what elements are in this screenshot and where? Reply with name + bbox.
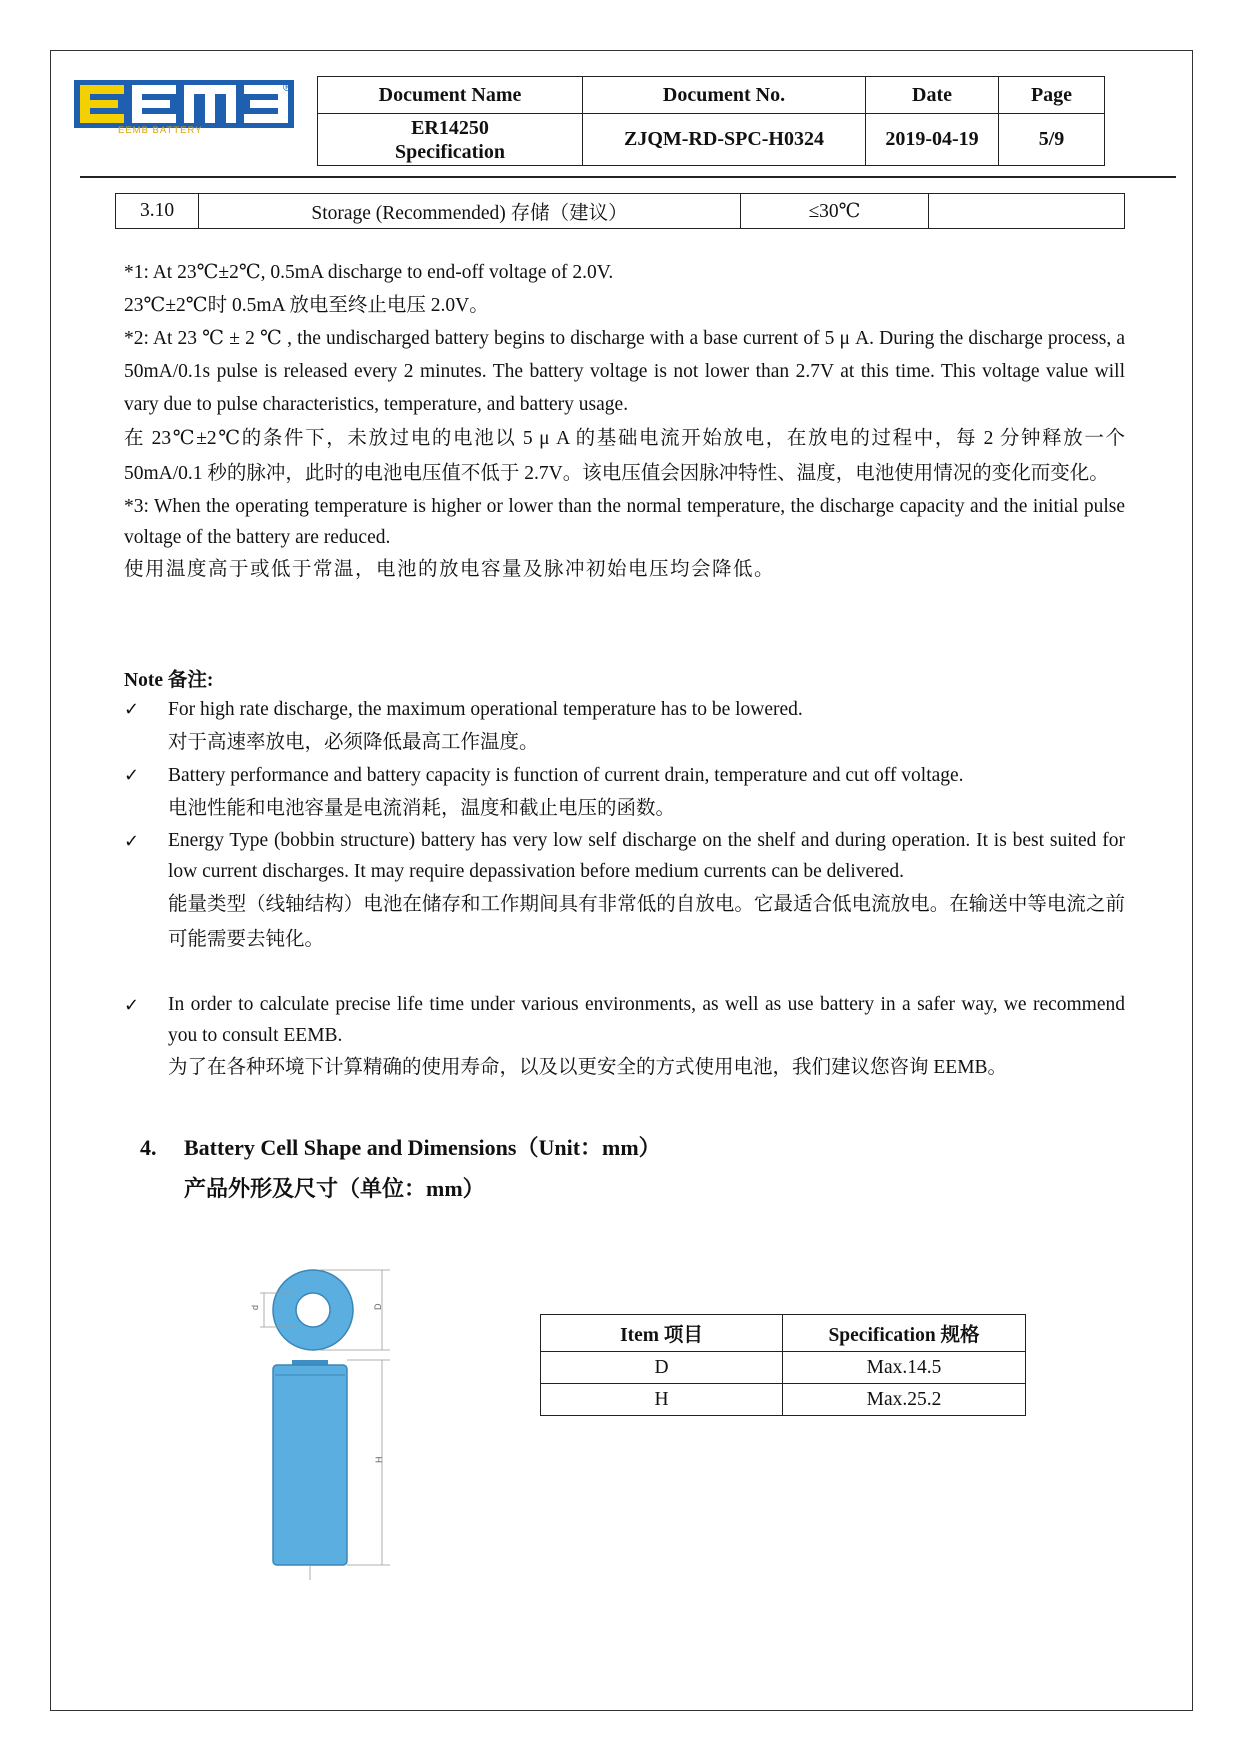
battery-side-view [273, 1365, 347, 1565]
note-item [124, 759, 1125, 825]
note-item-cn: 为了在各种环境下计算精确的使用寿命，以及以更安全的方式使用电池，我们建议您咨询 EEMB。 [168, 1057, 1008, 1078]
doc-name-line2: Specification [395, 140, 505, 163]
dim-spec: Max.25.2 [783, 1384, 1026, 1416]
note-item-en: In order to calculate precise life time under various environments, as well as use battery in a safer way, we recommend you to consult EEMB. [168, 994, 1125, 1046]
checkmark-icon: ✓ [124, 995, 140, 1016]
footnotes [124, 256, 1125, 586]
table-row [541, 1384, 1026, 1416]
battery-dimension-drawing [240, 1265, 420, 1585]
dim-col-spec: Specification 规格 [783, 1315, 1026, 1352]
dimension-table [540, 1314, 1026, 1416]
battery-terminal [296, 1293, 330, 1327]
dim-col-item: Item 项目 [541, 1315, 783, 1352]
header-page-label: Page [999, 77, 1105, 114]
header-doc-no-value: ZJQM-RD-SPC-H0324 [583, 114, 866, 166]
spec-index: 3.10 [116, 194, 199, 229]
note-item [124, 989, 1125, 1084]
note-item-cn: 电池性能和电池容量是电流消耗，温度和截止电压的函数。 [168, 798, 676, 819]
note-item-cn: 能量类型（线轴结构）电池在储存和工作期间具有非常低的自放电。它最适合低电流放电。在输送中等电流之前可能需要去钝化。 [168, 894, 1125, 950]
section-number: 4. [140, 1135, 157, 1160]
footnote-2-en: *2: At 23 ℃ ± 2 ℃ , the undischarged battery begins to discharge with a base current of 5 μ A. During the discharge process, a 50mA/0.1s pulse is released every 2 minutes. The battery voltage is not lower than 2.7V at this time. This voltage value will vary due to pulse characteristics, temperature, and battery usage. [124, 328, 1125, 415]
spec-value: ≤30℃ [741, 194, 929, 229]
note-item [124, 693, 1125, 759]
dim-item: D [541, 1352, 783, 1384]
footnote-2-cn: 在 23℃±2℃的条件下，未放过电的电池以 5 μ A 的基础电流开始放电，在放电的过程中，每 2 分钟释放一个 50mA/0.1 秒的脉冲，此时的电池电压值不低于 2.7V。该电压值会因脉冲特性、温度，电池使用情况的变化而变化。 [124, 428, 1125, 484]
header-date-label: Date [866, 77, 999, 114]
note-item-cn: 对于高速率放电，必须降低最高工作温度。 [168, 732, 539, 753]
note-item-en: For high rate discharge, the maximum operational temperature has to be lowered. [168, 699, 803, 720]
note-title: Note 备注: [124, 670, 214, 691]
registered-mark: ® [283, 80, 292, 94]
label-D: D [373, 1303, 383, 1310]
header-doc-no-label: Document No. [583, 77, 866, 114]
section-4-heading [140, 1127, 661, 1209]
footnote-3-cn: 使用温度高于或低于常温，电池的放电容量及脉冲初始电压均会降低。 [124, 559, 776, 580]
logo-subtitle: EEMB BATTERY [118, 125, 203, 136]
note-item-en: Battery performance and battery capacity is function of current drain, temperature and cut off voltage. [168, 765, 964, 786]
logo-letter-b [244, 85, 288, 123]
header-page-value: 5/9 [999, 114, 1105, 166]
document-header-table [317, 76, 1105, 166]
spec-remark [929, 194, 1125, 229]
label-H: H [374, 1456, 384, 1463]
footnote-3-en: *3: When the operating temperature is higher or lower than the normal temperature, the discharge capacity and the initial pulse voltage of the battery are reduced. [124, 496, 1125, 548]
spec-item: Storage (Recommended) 存储（建议） [199, 194, 741, 229]
doc-name-line1: ER14250 [411, 116, 489, 139]
dim-spec: Max.14.5 [783, 1352, 1026, 1384]
checkmark-icon: ✓ [124, 831, 140, 852]
header-doc-name-value [318, 114, 583, 166]
header-divider [80, 176, 1176, 178]
checkmark-icon: ✓ [124, 765, 140, 786]
spec-table-row [115, 193, 1125, 229]
checkmark-icon: ✓ [124, 699, 140, 720]
note-item [124, 825, 1125, 957]
logo-letter-e1 [80, 85, 124, 123]
header-date-value: 2019-04-19 [866, 114, 999, 166]
logo-letter-m [184, 85, 236, 123]
table-row [541, 1352, 1026, 1384]
section-title-cn: 产品外形及尺寸（单位：mm） [184, 1176, 485, 1201]
dim-item: H [541, 1384, 783, 1416]
header-doc-name-label: Document Name [318, 77, 583, 114]
section-title-en: Battery Cell Shape and Dimensions（Unit：mm） [184, 1135, 661, 1160]
footnote-1-en: *1: At 23℃±2℃, 0.5mA discharge to end-off voltage of 2.0V. [124, 262, 614, 283]
footnote-1-cn: 23℃±2℃时 0.5mA 放电至终止电压 2.0V。 [124, 295, 489, 316]
note-item-en: Energy Type (bobbin structure) battery has very low self discharge on the shelf and during operation. It is best suited for low current discharges. It may require depassivation before medium currents can be delivered. [168, 830, 1125, 882]
logo-letter-e2 [132, 85, 176, 123]
label-d: d [250, 1304, 260, 1310]
